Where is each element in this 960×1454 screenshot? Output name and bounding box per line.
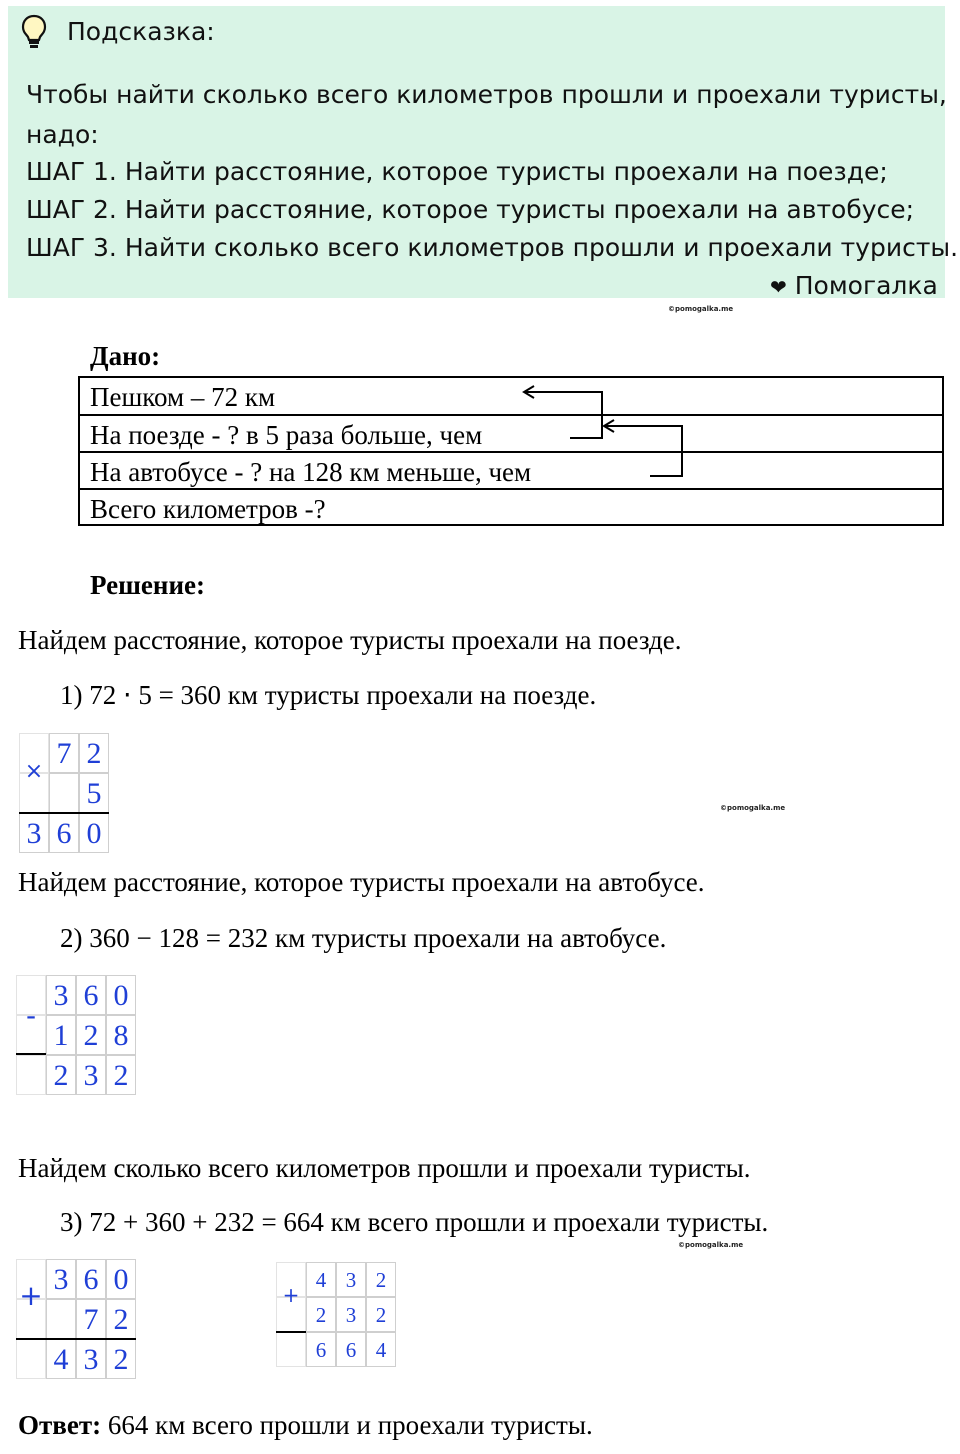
minus-sign: - [25, 999, 37, 1032]
grid-cell [276, 1332, 306, 1367]
answer [18, 1412, 593, 1439]
lightbulb-icon [20, 14, 48, 50]
hint-step-2 [26, 197, 914, 222]
step-label: ШАГ 2. [26, 195, 117, 224]
digit-cell: 4 [306, 1262, 336, 1297]
step-text: Найти расстояние, которое туристы проехали на автобусе; [116, 195, 915, 224]
difference-line [16, 1053, 46, 1055]
digit-cell: 0 [106, 1259, 136, 1299]
grid-cell [16, 1339, 46, 1379]
solution-step: 3) 72 + 360 + 232 = 664 км всего прошли и проехали туристы. [60, 1207, 769, 1237]
digit-cell: 2 [366, 1297, 396, 1332]
digit-cell: 3 [336, 1262, 366, 1297]
digit-cell: 6 [49, 813, 79, 853]
digit-cell: 3 [76, 1339, 106, 1379]
plus-sign: + [282, 1283, 300, 1307]
given-row: Всего километров -? [90, 494, 326, 524]
digit-cell: 5 [79, 773, 109, 813]
relation-arrows [510, 380, 700, 490]
brand-label [770, 271, 938, 300]
digit-cell: 7 [49, 733, 79, 773]
plus-sign: + [19, 1279, 43, 1312]
digit-cell: 3 [336, 1297, 366, 1332]
solution-step: 2) 360 − 128 = 232 км туристы проехали на автобусе. [60, 923, 667, 953]
solution-paragraph: Найдем расстояние, которое туристы проехали на автобусе. [18, 867, 705, 897]
answer-label: Ответ: [18, 1410, 102, 1440]
digit-cell: 4 [366, 1332, 396, 1367]
digit-cell: 3 [19, 813, 49, 853]
watermark: ©pomogalka.me [668, 305, 734, 313]
digit-cell: 6 [76, 975, 106, 1015]
sum-line [276, 1331, 306, 1333]
solution-paragraph: Найдем сколько всего километров прошли и проехали туристы. [18, 1153, 751, 1183]
solution-paragraph: Найдем расстояние, которое туристы проехали на поезде. [18, 625, 682, 655]
digit-cell: 2 [76, 1015, 106, 1055]
digit-cell [46, 1299, 76, 1339]
hint-step-3 [26, 235, 958, 260]
digit-cell: 3 [46, 1259, 76, 1299]
multiply-sign: × [24, 759, 44, 784]
given-row: На автобусе - ? на 128 км меньше, чем [90, 457, 532, 487]
answer-text: 664 км всего прошли и проехали туристы. [107, 1410, 593, 1440]
digit-cell: 4 [46, 1339, 76, 1379]
hint-title: Подсказка: [67, 17, 215, 46]
digit-cell: 3 [76, 1055, 106, 1095]
step-text: Найти сколько всего километров прошли и проехали туристы. [116, 233, 959, 262]
digit-cell: 6 [336, 1332, 366, 1367]
solution-step: 1) 72 ⋅ 5 = 360 км туристы проехали на поезде. [60, 680, 597, 710]
digit-cell: 2 [106, 1055, 136, 1095]
digit-cell: 3 [46, 975, 76, 1015]
solution-heading: Решение: [90, 570, 205, 600]
step-text: Найти расстояние, которое туристы проехали на поезде; [116, 157, 888, 186]
hint-step-1 [26, 159, 888, 184]
digit-cell [49, 773, 79, 813]
step-label: ШАГ 1. [26, 157, 117, 186]
watermark: ©pomogalka.me [678, 1241, 744, 1249]
heart-icon: ❤ [770, 275, 787, 299]
hint-line: Чтобы найти сколько всего километров прошли и проехали туристы, [26, 80, 947, 109]
given-row: На поезде - ? в 5 раза больше, чем [90, 420, 483, 450]
digit-cell: 2 [106, 1339, 136, 1379]
digit-cell: 0 [106, 975, 136, 1015]
sum-line [19, 812, 109, 814]
hint-box [8, 6, 959, 300]
digit-cell: 8 [106, 1015, 136, 1055]
brand-name: Помогалка [794, 271, 938, 300]
digit-cell: 2 [106, 1299, 136, 1339]
digit-cell: 6 [76, 1259, 106, 1299]
digit-cell: 7 [76, 1299, 106, 1339]
given-heading: Дано: [90, 341, 161, 371]
digit-cell: 0 [79, 813, 109, 853]
sum-line [16, 1338, 136, 1340]
digit-cell: 2 [79, 733, 109, 773]
watermark: ©pomogalka.me [720, 804, 786, 812]
grid-cell [16, 1055, 46, 1095]
digit-cell: 2 [366, 1262, 396, 1297]
digit-cell: 1 [46, 1015, 76, 1055]
step-label: ШАГ 3. [26, 233, 117, 262]
hint-line: надо: [26, 120, 99, 149]
digit-cell: 2 [306, 1297, 336, 1332]
given-row: Пешком – 72 км [90, 382, 276, 412]
digit-cell: 2 [46, 1055, 76, 1095]
digit-cell: 6 [306, 1332, 336, 1367]
